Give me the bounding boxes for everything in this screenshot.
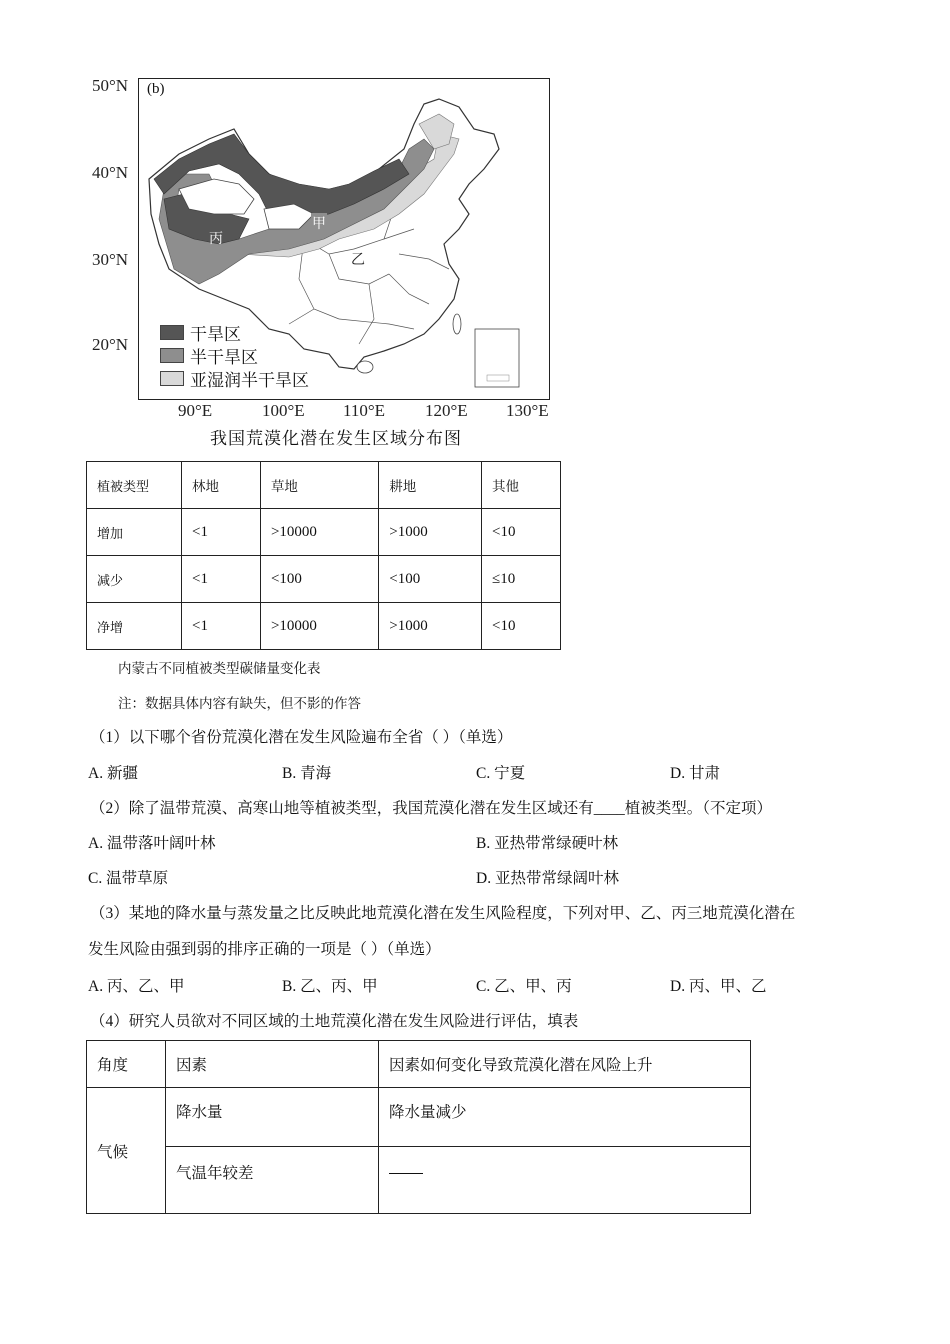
map-caption: 我国荒漠化潜在发生区域分布图 [210,429,462,448]
q1-option-d: D. 甘肃 [670,765,720,782]
table-cell: <10 [482,603,561,650]
table-cell: 增加 [87,509,182,556]
answer-blank-line[interactable] [389,1163,423,1174]
lon-label-100: 100°E [262,401,305,420]
table-group-cell: 气候 [87,1088,166,1214]
table-header-cell: 耕地 [379,462,482,509]
table-header-cell: 因素 [166,1041,379,1088]
legend-item-subhumid [160,366,309,391]
carbon-table-caption: 内蒙古不同植被类型碳储量变化表 [118,661,321,677]
q2-option-b: B. 亚热带常绿硬叶林 [476,835,619,852]
lon-label-130: 130°E [506,401,549,420]
table-cell: >1000 [379,509,482,556]
table-cell: <100 [379,556,482,603]
table-header-row [87,1041,751,1088]
table-cell: 降水量 [166,1088,379,1147]
legend-label-arid: 干旱区 [190,325,241,344]
legend-label-subhumid: 亚湿润半干旱区 [190,371,309,390]
table-cell: >10000 [260,509,378,556]
legend-swatch-semiarid [160,348,184,363]
question-2-stem: （2）除了温带荒漠、高寒山地等植被类型，我国荒漠化潜在发生区域还有____植被类型。（不定项） [90,800,773,817]
lat-label-30: 30°N [92,250,129,269]
table-cell: <100 [260,556,378,603]
lon-label-110: 110°E [343,401,386,420]
lon-label-90: 90°E [178,401,213,420]
q3-option-d: D. 丙、甲、乙 [670,978,767,995]
table-row [87,1147,751,1214]
question-3-stem-line1: （3）某地的降水量与蒸发量之比反映此地荒漠化潜在发生风险程度，下列对甲、乙、丙三地荒漠化潜在 [90,905,796,922]
table-cell: 降水量减少 [379,1088,751,1147]
assessment-table [86,1040,751,1214]
question-4-stem: （4）研究人员欲对不同区域的土地荒漠化潜在发生风险进行评估，填表 [90,1013,579,1030]
q3-option-c: C. 乙、甲、丙 [476,978,572,995]
carbon-table-note: 注：数据具体内容有缺失，但不影的作答 [118,696,361,712]
lat-label-40: 40°N [92,163,129,182]
panel-label: (b) [147,81,165,97]
table-cell: <1 [182,603,261,650]
q1-option-c: C. 宁夏 [476,765,526,782]
lat-label-50: 50°N [92,76,129,95]
table-header-cell: 林地 [182,462,261,509]
q2-option-d: D. 亚热带常绿阔叶林 [476,870,619,887]
table-cell: <1 [182,556,261,603]
table-header-row [87,462,561,509]
question-3-stem-line2: 发生风险由强到弱的排序正确的一项是（ ）（单选） [88,941,441,958]
carbon-table [86,461,561,650]
q3-option-b: B. 乙、丙、甲 [282,978,378,995]
place-label-yi: 乙 [351,253,365,268]
table-cell: <10 [482,509,561,556]
table-header-cell: 草地 [260,462,378,509]
q3-option-a: A. 丙、乙、甲 [88,978,185,995]
table-cell: 气温年较差 [166,1147,379,1214]
lon-label-120: 120°E [425,401,468,420]
table-header-cell: 角度 [87,1041,166,1088]
table-row [87,509,561,556]
table-row [87,603,561,650]
table-cell: 减少 [87,556,182,603]
table-cell: <1 [182,509,261,556]
table-cell: 净增 [87,603,182,650]
answer-blank-cell[interactable] [379,1147,751,1214]
table-header-cell: 因素如何变化导致荒漠化潜在风险上升 [379,1041,751,1088]
table-row [87,556,561,603]
table-cell: >1000 [379,603,482,650]
q1-option-b: B. 青海 [282,765,332,782]
q2-option-a: A. 温带落叶阔叶林 [88,835,216,852]
question-1-stem: （1）以下哪个省份荒漠化潜在发生风险遍布全省（ ）（单选） [90,729,513,746]
table-header-cell: 其他 [482,462,561,509]
q2-option-c: C. 温带草原 [88,870,169,887]
table-header-cell: 植被类型 [87,462,182,509]
legend-item-semiarid [160,343,258,368]
table-cell: >10000 [260,603,378,650]
legend-label-semiarid: 半干旱区 [190,348,258,367]
legend-item-arid [160,320,241,345]
q1-option-a: A. 新疆 [88,765,138,782]
table-cell: ≤10 [482,556,561,603]
table-row [87,1088,751,1147]
legend-swatch-subhumid [160,371,184,386]
place-label-jia: 甲 [311,213,327,233]
legend-swatch-arid [160,325,184,340]
lat-label-20: 20°N [92,335,129,354]
place-label-bing: 丙 [209,232,223,247]
